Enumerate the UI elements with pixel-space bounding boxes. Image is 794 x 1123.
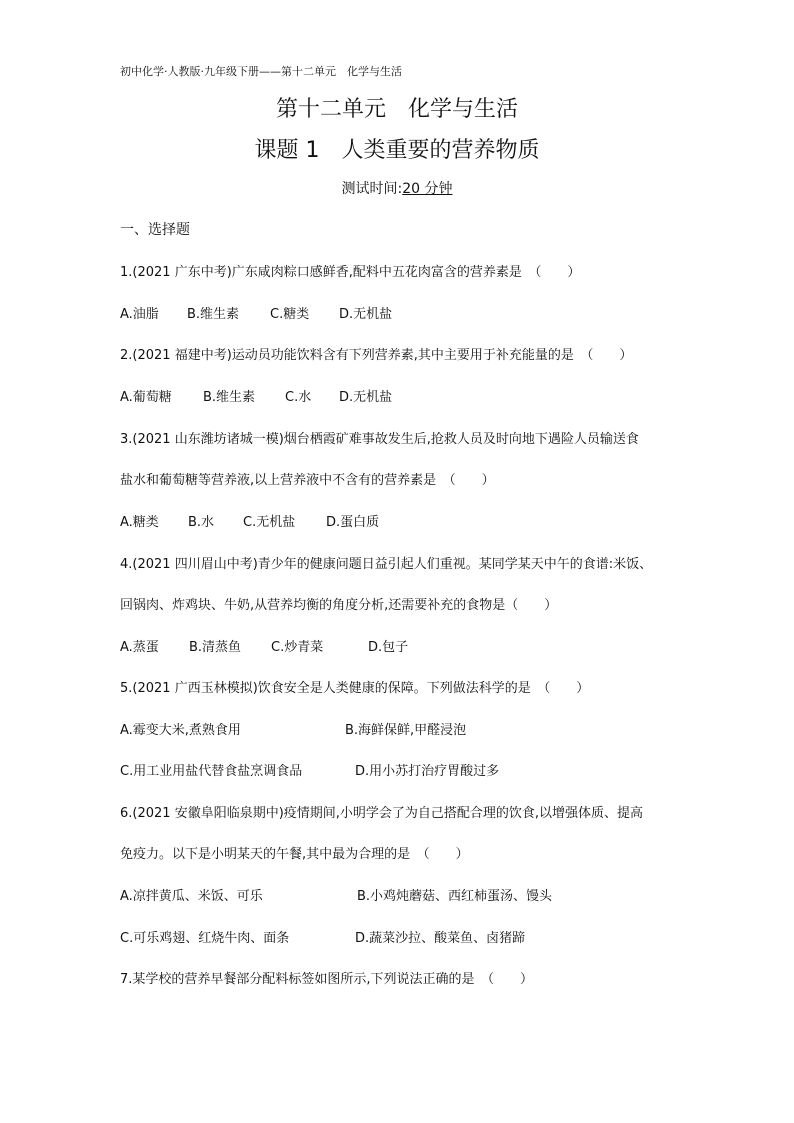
question-1-stem: 1.(2021 广东中考)广东咸肉粽口感鲜香,配料中五花肉富含的营养素是 （ ） [120,265,581,280]
q1-option-a: A.油脂 [120,307,159,322]
test-time-label: 测试时间: [341,181,403,197]
q6-option-a: A.凉拌黄瓜、米饭、可乐 [120,889,263,904]
q3-option-c: C.无机盐 [243,515,296,530]
q6-option-b: B.小鸡炖蘑菇、西红柿蛋汤、馒头 [357,889,553,904]
q1-option-d: D.无机盐 [339,307,393,322]
q3-option-b: B.水 [188,515,215,530]
lesson-title: 课题 1 人类重要的营养物质 [254,138,540,163]
q4-option-a: A.蒸蛋 [120,640,159,655]
q6-option-c: C.可乐鸡翅、红烧牛肉、面条 [120,931,290,946]
course-header: 初中化学·人教版·九年级下册——第十二单元 化学与生活 [120,65,402,78]
question-7-stem: 7.某学校的营养早餐部分配料标签如图所示,下列说法正确的是 （ ） [120,972,534,987]
unit-title: 第十二单元 化学与生活 [275,97,518,122]
q1-option-b: B.维生素 [187,307,240,322]
question-4-stem-line-1: 4.(2021 四川眉山中考)青少年的健康问题日益引起人们重视。某同学某天中午的食谱:米饭、 [120,557,653,572]
question-3-stem-line-1: 3.(2021 山东潍坊诸城一模)烟台栖霞矿难事故发生后,抢救人员及时向地下遇险人员输送食 [120,432,639,447]
q3-option-d: D.蛋白质 [326,515,380,530]
q5-option-b: B.海鲜保鲜,甲醛浸泡 [345,723,467,738]
test-time-value: 20 分钟 [402,181,453,197]
q2-option-a: A.葡萄糖 [120,390,172,405]
q5-option-a: A.霉变大米,煮熟食用 [120,723,241,738]
q2-option-c: C.水 [285,390,312,405]
q5-option-d: D.用小苏打治疗胃酸过多 [355,764,500,779]
question-5-stem: 5.(2021 广西玉林模拟)饮食安全是人类健康的保障。下列做法科学的是 （ ） [120,681,590,696]
q4-option-c: C.炒青菜 [271,640,324,655]
section-heading: 一、选择题 [120,222,190,238]
question-2-stem: 2.(2021 福建中考)运动员功能饮料含有下列营养素,其中主要用于补充能量的是 （ ） [120,348,633,363]
question-4-stem-line-2: 回锅肉、炸鸡块、牛奶,从营养均衡的角度分析,还需要补充的食物是（ ） [120,598,558,613]
q4-option-d: D.包子 [368,640,409,655]
question-6-stem-line-2: 免疫力。以下是小明某天的午餐,其中最为合理的是 （ ） [120,847,469,862]
q3-option-a: A.糖类 [120,515,159,530]
q2-option-d: D.无机盐 [339,390,393,405]
q1-option-c: C.糖类 [270,307,310,322]
q4-option-b: B.清蒸鱼 [189,640,242,655]
q2-option-b: B.维生素 [203,390,256,405]
q5-option-c: C.用工业用盐代替食盐烹调食品 [120,764,303,779]
q6-option-d: D.蔬菜沙拉、酸菜鱼、卤猪蹄 [355,931,526,946]
question-6-stem-line-1: 6.(2021 安徽阜阳临泉期中)疫情期间,小明学会了为自己搭配合理的饮食,以增强体质、提高 [120,806,644,821]
question-3-stem-line-2: 盐水和葡萄糖等营养液,以上营养液中不含有的营养素是 （ ） [120,473,495,488]
test-time [0,178,794,198]
